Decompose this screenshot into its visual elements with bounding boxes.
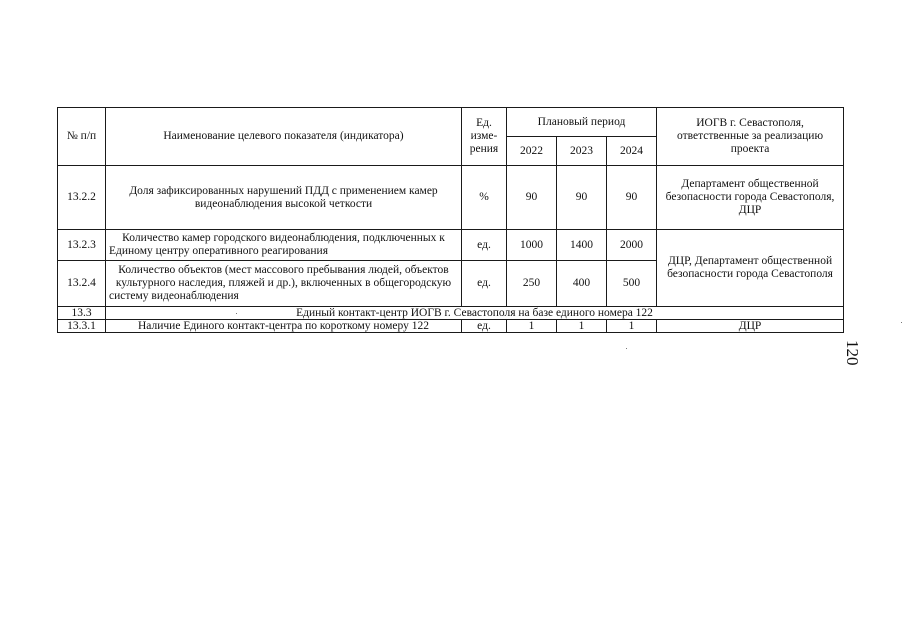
row-value-2023: 400	[557, 261, 607, 307]
header-number: № п/п	[58, 108, 106, 166]
row-responsible-merged: ДЦР, Департамент общественной безопасности города Севастополя	[657, 230, 844, 307]
header-name: Наименование целевого показателя (индикатора)	[106, 108, 462, 166]
row-name: Количество объектов (мест массового пребывания людей, объектов культурного наследия, пляжей и др.), включенных в общегородскую систему видеонаблюдения	[106, 261, 462, 307]
row-value-2022: 1	[507, 320, 557, 333]
header-unit: Ед. изме-рения	[462, 108, 507, 166]
header-period: Плановый период	[507, 108, 657, 137]
page-number: 120	[843, 340, 862, 366]
section-code: 13.3	[58, 307, 106, 320]
table-row	[58, 230, 844, 261]
scan-speck	[626, 348, 627, 349]
section-row	[58, 307, 844, 320]
row-value-2023: 1	[557, 320, 607, 333]
header-year-2022: 2022	[507, 137, 557, 166]
row-code: 13.2.3	[58, 230, 106, 261]
row-unit: ед.	[462, 230, 507, 261]
row-unit: %	[462, 166, 507, 230]
row-name: Наличие Единого контакт-центра по короткому номеру 122	[106, 320, 462, 333]
row-responsible: ДЦР	[657, 320, 844, 333]
row-value-2024: 2000	[607, 230, 657, 261]
row-value-2023: 90	[557, 166, 607, 230]
table-row	[58, 166, 844, 230]
row-code: 13.2.4	[58, 261, 106, 307]
row-name: Доля зафиксированных нарушений ПДД с применением камер видеонаблюдения высокой четкости	[106, 166, 462, 230]
row-name: Количество камер городского видеонаблюдения, подключенных к Единому центру оперативного реагирования	[106, 230, 462, 261]
row-value-2022: 250	[507, 261, 557, 307]
scan-speck	[236, 313, 237, 314]
row-value-2022: 1000	[507, 230, 557, 261]
header-responsible: ИОГВ г. Севастополя, ответственные за реализацию проекта	[657, 108, 844, 166]
row-value-2024: 90	[607, 166, 657, 230]
header-year-2023: 2023	[557, 137, 607, 166]
row-responsible: Департамент общественной безопасности города Севастополя, ДЦР	[657, 166, 844, 230]
table-row	[58, 320, 844, 333]
row-value-2022: 90	[507, 166, 557, 230]
indicators-table	[57, 107, 844, 333]
table-header-row	[58, 108, 844, 137]
row-unit: ед.	[462, 261, 507, 307]
row-unit: ед.	[462, 320, 507, 333]
header-year-2024: 2024	[607, 137, 657, 166]
row-code: 13.3.1	[58, 320, 106, 333]
row-value-2024: 500	[607, 261, 657, 307]
row-value-2023: 1400	[557, 230, 607, 261]
row-code: 13.2.2	[58, 166, 106, 230]
scan-speck	[901, 322, 902, 323]
section-title: Единый контакт-центр ИОГВ г. Севастополя на базе единого номера 122	[106, 307, 844, 320]
row-value-2024: 1	[607, 320, 657, 333]
